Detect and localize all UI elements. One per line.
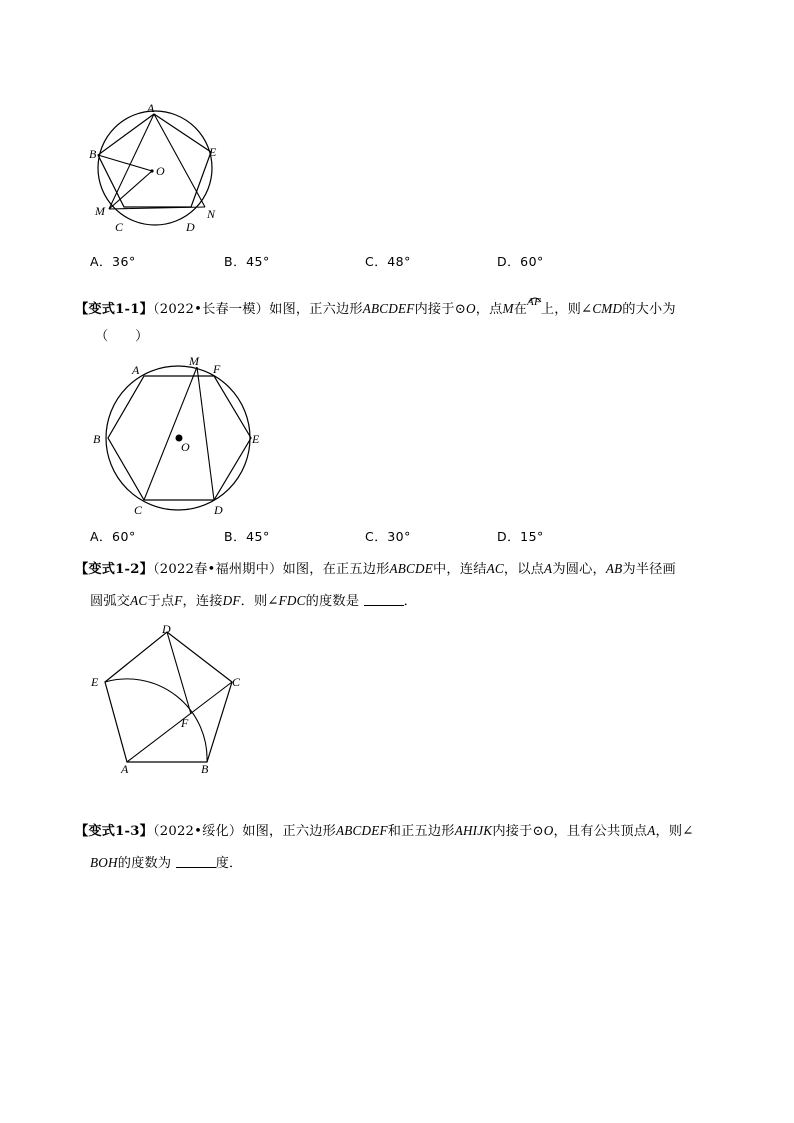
hexagon-name: ABCDEF xyxy=(362,301,415,316)
option-a[interactable]: A．36° xyxy=(90,254,136,269)
point-name: A xyxy=(647,823,656,838)
text: 圆弧交 xyxy=(90,594,131,609)
problem-tag: 【变式1-3】 xyxy=(75,824,153,839)
problem-tag: 【变式1-2】 xyxy=(75,562,153,577)
hexagon-name: ABCDEF xyxy=(336,823,388,838)
pentagon-name: ABCDE xyxy=(389,561,434,576)
label-e: E xyxy=(91,675,99,689)
point-name: M xyxy=(502,301,514,316)
label-b: B xyxy=(89,147,97,161)
point-name: A xyxy=(544,561,553,576)
answer-blank[interactable] xyxy=(176,855,216,868)
arc xyxy=(105,679,207,762)
angle-name: FDC xyxy=(278,593,306,608)
option-d[interactable]: D．60° xyxy=(497,254,544,269)
label-b: B xyxy=(201,762,209,776)
label-a: A xyxy=(132,363,140,377)
problem-source: （2022春•福州期中） xyxy=(152,562,283,577)
problem-1-1-line1 xyxy=(75,298,676,317)
label-d: D xyxy=(162,622,171,636)
segment-name: AB xyxy=(605,561,623,576)
problem-source: （2022•绥化） xyxy=(152,824,243,839)
figure-pentagon-arc xyxy=(85,618,255,778)
label-o: O xyxy=(156,164,165,178)
label-n: N xyxy=(207,207,216,221)
text: 和正五边形 xyxy=(387,824,455,839)
circle-name: O xyxy=(543,823,554,838)
point-name: F xyxy=(174,593,183,608)
label-e: E xyxy=(209,145,217,159)
text: 如图，在正五边形 xyxy=(282,562,390,577)
text: 中，连结 xyxy=(433,562,487,577)
problem-1-3-line2 xyxy=(90,852,242,871)
text: 上，则∠ xyxy=(540,302,593,317)
label-f: F xyxy=(213,362,221,376)
label-a: A xyxy=(121,762,129,776)
problem-source: （2022•长春一模） xyxy=(152,302,270,317)
pentagon-name: AHIJK xyxy=(454,823,493,838)
text: 于点 xyxy=(147,594,175,609)
text: 内接于⊙ xyxy=(414,302,466,317)
circle-name: O xyxy=(465,301,476,316)
text: 内接于⊙ xyxy=(492,824,544,839)
option-b[interactable]: B．45° xyxy=(224,254,270,269)
label-c: C xyxy=(134,503,143,517)
segment-name: AC xyxy=(486,561,504,576)
label-f: F xyxy=(181,716,189,730)
angle-name: CMD xyxy=(592,301,623,316)
option-d[interactable]: D．15° xyxy=(497,529,544,544)
text: ，且有公共顶点 xyxy=(553,824,648,839)
option-a[interactable]: A．60° xyxy=(90,529,136,544)
text: 的度数是 xyxy=(305,594,360,609)
problem-1-2-line2 xyxy=(90,590,417,609)
text: 为半径画 xyxy=(622,562,676,577)
figure-pentagon-circle xyxy=(85,100,230,240)
label-c: C xyxy=(115,220,124,234)
text: ，连接 xyxy=(182,594,223,609)
label-m: M xyxy=(189,354,199,368)
option-c[interactable]: C．48° xyxy=(365,254,411,269)
answer-bracket: （ ） xyxy=(95,329,149,344)
text: 为圆心， xyxy=(552,562,606,577)
figure-hexagon-circle xyxy=(88,352,273,517)
text: ，点 xyxy=(475,302,503,317)
label-m: M xyxy=(95,204,105,218)
label-d: D xyxy=(186,220,195,234)
text: ，以点 xyxy=(503,562,545,577)
option-b[interactable]: B．45° xyxy=(224,529,270,544)
arc-text: AF xyxy=(527,296,541,308)
answer-blank[interactable] xyxy=(364,593,404,606)
text: 如图，正六边形 xyxy=(242,824,336,839)
label-d: D xyxy=(214,503,223,517)
label-b: B xyxy=(93,432,101,446)
label-c: C xyxy=(232,675,241,689)
label-o: O xyxy=(181,440,190,454)
text: ．则∠ xyxy=(240,594,279,609)
text: 的度数为 xyxy=(117,856,172,871)
arc-af xyxy=(527,296,541,317)
text: 在 xyxy=(513,302,528,317)
problem-tag: 【变式1-1】 xyxy=(75,302,153,317)
text: 的大小为 xyxy=(622,302,676,317)
segment-name: AC xyxy=(130,593,148,608)
problem-1-2-line1 xyxy=(75,558,676,577)
text: ． xyxy=(403,594,418,609)
text: 度． xyxy=(215,856,243,871)
label-a: A xyxy=(147,101,155,115)
text: 如图，正六边形 xyxy=(269,302,363,317)
label-e: E xyxy=(252,432,260,446)
text: ，则∠ xyxy=(655,824,694,839)
angle-name: BOH xyxy=(90,855,118,870)
segment-name: DF xyxy=(222,593,241,608)
option-c[interactable]: C．30° xyxy=(365,529,411,544)
problem-1-3-line1 xyxy=(75,820,693,839)
